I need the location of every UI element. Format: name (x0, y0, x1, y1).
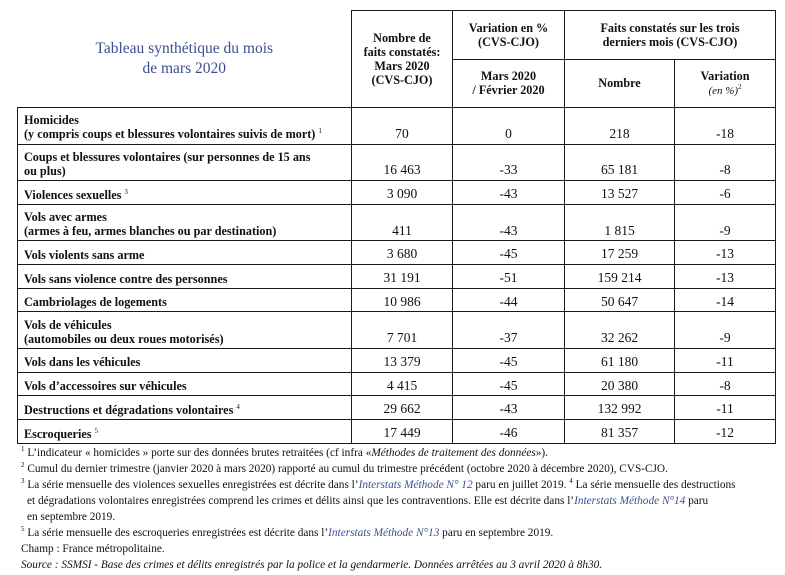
row-label (18, 372, 352, 396)
cell-var3: -9 (675, 204, 776, 240)
header-variation-line-1: Variation en % (468, 20, 549, 35)
header-variation (453, 11, 565, 60)
row-label (18, 420, 352, 444)
cell-var: -45 (453, 241, 565, 265)
header-monthly-line-4: (CVS-CJO) (371, 73, 433, 88)
footnote-text: »). (535, 447, 548, 459)
footnote-text: La série mensuelle des destructions (572, 479, 736, 491)
footnote-text: et dégradations volontaires enregistrées comprend les crimes et délits ainsi que les contraventions. Elle est décrite dans l’ (27, 495, 575, 507)
table-row (18, 181, 776, 205)
cell-nombre: 159 214 (565, 264, 675, 288)
row-label-line-2: (y compris coups et blessures volontaires suivis de mort) (24, 127, 316, 142)
table-row (18, 312, 776, 348)
header-variation-period-line-1: Mars 2020 (480, 69, 537, 84)
footnote-ref: 3 (124, 187, 128, 196)
footnote-text: La série mensuelle des escroqueries enregistrées est décrite dans l’ (24, 527, 329, 539)
row-label-line-2: (armes à feu, armes blanches ou par destination) (24, 224, 277, 239)
row-label-line-2: (automobiles ou deux roues motorisés) (24, 331, 224, 346)
cell-mars: 16 463 (352, 144, 453, 180)
footnote-ref: 1 (318, 127, 322, 136)
footnote-text: paru en juillet 2019. (472, 479, 570, 491)
table-title (18, 11, 352, 108)
row-label (18, 144, 352, 180)
header-variation-line-2: (CVS-CJO) (478, 34, 539, 49)
table-row (18, 420, 776, 444)
footnote-2 (21, 461, 781, 477)
source-text: Source : SSMSI - Base des crimes et délits enregistrés par la police et la gendarmerie. Données arrêtées au 3 avril 2020 à 8h30. (21, 559, 603, 571)
cell-var: 0 (453, 108, 565, 144)
title-line-1: Tableau synthétique du mois (95, 40, 274, 58)
row-label (18, 264, 352, 288)
row-label (18, 312, 352, 348)
cell-var3: -9 (675, 312, 776, 348)
footnote-mark: 2 (21, 461, 25, 470)
cell-mars: 3 680 (352, 241, 453, 265)
footnote-5 (21, 525, 781, 541)
header-three-months-line-1: Faits constatés sur les trois (600, 20, 740, 35)
header-monthly-line-3: Mars 2020 (374, 59, 430, 74)
row-label-line-1: Violences sexuelles (24, 187, 122, 202)
footnote-text: paru en septembre 2019. (439, 527, 554, 539)
row-label-line-2: ou plus) (24, 163, 66, 178)
cell-var3: -14 (675, 288, 776, 312)
cell-mars: 4 415 (352, 372, 453, 396)
method-reference: Interstats Méthode N°13 (328, 527, 440, 539)
cell-nombre: 17 259 (565, 241, 675, 265)
synthesis-table (17, 10, 776, 444)
footnote-mark: 5 (21, 525, 25, 534)
cell-nombre: 32 262 (565, 312, 675, 348)
header-variation-label: Variation (700, 68, 750, 83)
cell-var3: -13 (675, 264, 776, 288)
footnote-text: La série mensuelle des violences sexuelles enregistrées est décrite dans l’ (24, 479, 359, 491)
row-label-line-1: Vols de véhicules (24, 317, 112, 332)
cell-var3: -11 (675, 348, 776, 372)
table-row (18, 144, 776, 180)
footnotes (21, 445, 781, 573)
table-row (18, 348, 776, 372)
row-label (18, 181, 352, 205)
cell-var: -44 (453, 288, 565, 312)
header-variation-period (453, 59, 565, 108)
header-three-months-variation (675, 59, 776, 108)
header-three-months (565, 11, 776, 60)
cell-nombre: 65 181 (565, 144, 675, 180)
cell-mars: 17 449 (352, 420, 453, 444)
footnote-mark: 4 (569, 477, 573, 486)
title-line-2: de mars 2020 (142, 59, 226, 77)
cell-var: -33 (453, 144, 565, 180)
header-variation-period-line-2: / Février 2020 (472, 83, 545, 98)
method-reference: Interstats Méthode N° 12 (358, 479, 473, 491)
cell-mars: 29 662 (352, 396, 453, 420)
cell-nombre: 13 527 (565, 181, 675, 205)
source-note (21, 557, 781, 573)
cell-var: -43 (453, 181, 565, 205)
cell-nombre: 50 647 (565, 288, 675, 312)
cell-var: -51 (453, 264, 565, 288)
footnote-text: L’indicateur « homicides » porte sur des données brutes retraitées (cf infra « (24, 447, 372, 459)
cell-nombre: 218 (565, 108, 675, 144)
cell-var: -46 (453, 420, 565, 444)
cell-mars: 10 986 (352, 288, 453, 312)
table-row (18, 241, 776, 265)
row-label (18, 348, 352, 372)
cell-mars: 31 191 (352, 264, 453, 288)
cell-var3: -18 (675, 108, 776, 144)
footnote-text-italic: Méthodes de traitement des données (371, 447, 536, 459)
cell-nombre: 81 357 (565, 420, 675, 444)
footnote-4 (21, 493, 781, 509)
row-label (18, 288, 352, 312)
cell-mars: 411 (352, 204, 453, 240)
table-row (18, 204, 776, 240)
header-nombre: Nombre (598, 76, 641, 91)
row-label-line-1: Vols d’accessoires sur véhicules (24, 379, 187, 394)
footnote-text: en septembre 2019. (27, 511, 116, 523)
cell-var: -43 (453, 204, 565, 240)
footnote-mark: 1 (21, 445, 25, 454)
cell-var3: -6 (675, 181, 776, 205)
footnote-1 (21, 445, 781, 461)
table-row (18, 264, 776, 288)
cell-mars: 70 (352, 108, 453, 144)
cell-mars: 7 701 (352, 312, 453, 348)
header-three-months-count (565, 59, 675, 108)
cell-var3: -11 (675, 396, 776, 420)
row-label-line-1: Escroqueries (24, 426, 92, 441)
cell-var: -43 (453, 396, 565, 420)
cell-var: -37 (453, 312, 565, 348)
row-label-line-1: Vols violents sans arme (24, 247, 145, 262)
header-variation-unit: (en %) (708, 85, 739, 98)
row-label (18, 204, 352, 240)
table-row (18, 108, 776, 144)
cell-nombre: 20 380 (565, 372, 675, 396)
cell-var: -45 (453, 348, 565, 372)
cell-nombre: 1 815 (565, 204, 675, 240)
table-row (18, 396, 776, 420)
row-label-line-1: Vols sans violence contre des personnes (24, 271, 228, 286)
footnote-4-end (21, 509, 781, 525)
scope-text: Champ : France métropolitaine. (21, 543, 165, 555)
cell-nombre: 132 992 (565, 396, 675, 420)
row-label-line-1: Cambriolages de logements (24, 295, 167, 310)
footnote-mark: 3 (21, 477, 25, 486)
row-label-line-1: Vols avec armes (24, 209, 107, 224)
scope-note (21, 541, 781, 557)
cell-mars: 3 090 (352, 181, 453, 205)
row-label (18, 396, 352, 420)
cell-var3: -8 (675, 144, 776, 180)
method-reference: Interstats Méthode N°14 (574, 495, 686, 507)
cell-var3: -8 (675, 372, 776, 396)
footnote-ref: 4 (236, 402, 240, 411)
cell-nombre: 61 180 (565, 348, 675, 372)
header-monthly-line-2: faits constatés: (363, 44, 441, 59)
cell-var: -45 (453, 372, 565, 396)
footnote-ref: 5 (94, 426, 99, 435)
footnote-ref: 2 (738, 83, 742, 92)
cell-var3: -13 (675, 241, 776, 265)
table-row (18, 288, 776, 312)
cell-mars: 13 379 (352, 348, 453, 372)
table-row (18, 372, 776, 396)
cell-var3: -12 (675, 420, 776, 444)
header-three-months-line-2: derniers mois (CVS-CJO) (602, 34, 738, 49)
header-monthly-count (352, 11, 453, 108)
row-label-line-1: Vols dans les véhicules (24, 355, 141, 370)
row-label-line-1: Destructions et dégradations volontaires (24, 402, 234, 417)
row-label (18, 241, 352, 265)
footnote-text: Cumul du dernier trimestre (janvier 2020 à mars 2020) rapporté au cumul du trimestre précédent (octobre 2020 à décembre 2020), CVS-CJO. (24, 463, 668, 475)
footnote-text: paru (685, 495, 709, 507)
row-label-line-1: Homicides (24, 113, 79, 128)
row-label-line-1: Coups et blessures volontaires (sur personnes de 15 ans (24, 149, 311, 164)
row-label (18, 108, 352, 144)
header-monthly-line-1: Nombre de (373, 30, 431, 45)
footnote-3 (21, 477, 781, 493)
